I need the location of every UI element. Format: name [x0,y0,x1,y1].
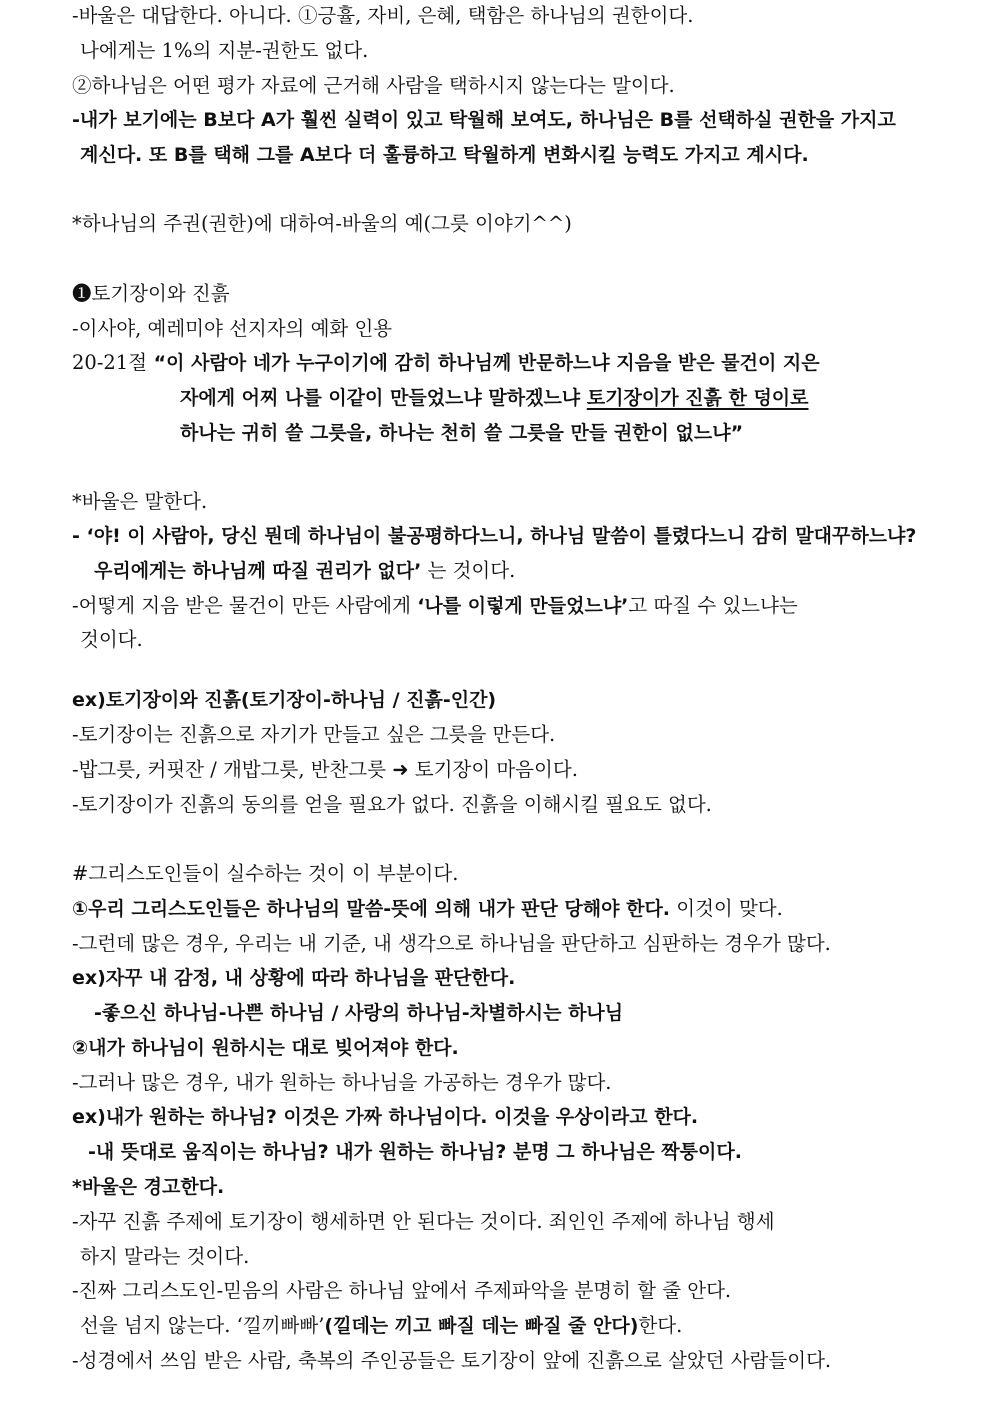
scripture-quote-line [180,419,922,449]
text-line [72,315,922,345]
line-text: ②하나님은 어떤 평가 자료에 근거해 사람을 택하시지 않는다는 말이다. [72,74,675,97]
heading-text: ex)토기장이와 진흙(토기장이-하나님 / 진흙-인간) [72,689,497,711]
line-text: ex)자꾸 내 감정, 내 상황에 따라 하나님을 판단한다. [72,967,516,989]
line-text: 나에게는 1%의 지분-권한도 없다. [80,39,369,62]
line-text: 한다. [638,1314,683,1337]
text-line [72,2,922,32]
text-line [72,1069,922,1099]
line-text: ②내가 하나님이 원하시는 대로 빚어져야 한다. [72,1037,459,1059]
bold-text: (낄데는 끼고 빠질 데는 빠질 줄 안다) [324,1315,639,1337]
text-line-bold [72,964,922,994]
line-text: 선을 넘지 않는다. ‘낄끼빠빠’ [80,1314,325,1337]
text-line-bold [72,1103,922,1133]
scripture-quote-line [72,349,922,379]
line-text: 것이다. [80,628,143,651]
line-text: - ‘야! 이 사람아, 당신 뭔데 하나님이 불공평하다느니, 하나님 말씀이 틀렸다느니 감히 말대꾸하느냐? [72,525,917,547]
heading-text: *바울은 말한다. [72,490,208,513]
bold-text: 우리에게는 하나님께 따질 권리가 없다’ [94,560,422,582]
section-heading [72,210,922,240]
line-text: -그러나 많은 경우, 내가 원하는 하나님을 가공하는 경우가 많다. [72,1071,612,1094]
text-line [94,557,944,587]
verse-reference: 20-21절 [72,351,148,374]
text-line [80,626,930,656]
line-text: 하지 말라는 것이다. [80,1245,250,1268]
heading-text: ❶토기장이와 진흙 [72,282,230,305]
text-line [72,721,922,751]
text-line [80,1243,930,1273]
text-line-bold [88,1138,938,1168]
text-line-bold [94,999,944,1029]
quote-text: 하나는 귀히 쓸 그릇을, 하나는 천히 쓸 그릇을 만들 권한이 없느냐” [180,422,744,444]
line-text: -성경에서 쓰임 받은 사람, 축복의 주인공들은 토기장이 앞에 진흙으로 살았던 사람들이다. [72,1349,832,1372]
text-line-bold [72,106,922,136]
line-text: 계신다. 또 B를 택해 그를 A보다 더 훌륭하고 탁월하게 변화시킬 능력도 가지고 계시다. [80,144,809,166]
section-heading [72,488,922,518]
text-line [72,895,922,925]
line-text: -내 뜻대로 움직이는 하나님? 내가 원하는 하나님? 분명 그 하나님은 짝퉁이다. [88,1141,742,1163]
line-text: 이것이 맞다. [670,897,783,920]
quote-text: “이 사람아 네가 누구이기에 감히 하나님께 반문하느냐 지음을 받은 물건이 지은 [147,352,820,374]
heading-text: *바울은 경고한다. [72,1176,225,1198]
text-line [72,1277,922,1307]
bold-text: ‘나를 이렇게 만들었느냐’ [417,595,629,617]
line-text: -내가 보기에는 B보다 A가 훨씬 실력이 있고 탁월해 보여도, 하나님은 B를 선택하실 권한을 가지고 [72,109,896,131]
text-line [80,37,930,67]
text-line [72,930,922,960]
line-text: 고 따질 수 있느냐는 [628,594,798,617]
line-text: -밥그릇, 커핏잔 / 개밥그릇, 반찬그릇 ➜ 토기장이 마음이다. [72,758,578,781]
text-line [72,1208,922,1238]
text-line [72,1347,922,1377]
text-line-bold [80,141,930,171]
text-line [72,756,922,786]
section-heading [72,1173,922,1203]
line-text: -좋으신 하나님-나쁜 하나님 / 사랑의 하나님-차별하시는 하나님 [94,1002,624,1024]
line-text: -이사야, 예레미야 선지자의 예화 인용 [72,317,393,340]
line-text: 는 것이다. [421,559,516,582]
line-text: -그런데 많은 경우, 우리는 내 기준, 내 생각으로 하나님을 판단하고 심판하는 경우가 많다. [72,932,831,955]
text-line [72,592,922,622]
text-line [72,791,922,821]
line-text: -토기장이는 진흙으로 자기가 만들고 싶은 그릇을 만든다. [72,723,556,746]
line-text: -바울은 대답한다. 아니다. ①긍휼, 자비, 은혜, 택함은 하나님의 권한이다. [72,4,694,27]
scripture-quote-line [180,384,922,414]
subsection-heading [72,280,922,310]
quote-underlined-text: 토기장이가 진흙 한 덩이로 [586,387,809,409]
line-text: ex)내가 원하는 하나님? 이것은 가짜 하나님이다. 이것을 우상이라고 한다. [72,1106,699,1128]
text-line [80,1312,930,1342]
example-heading [72,686,922,716]
line-text: -토기장이가 진흙의 동의를 얻을 필요가 없다. 진흙을 이해시킬 필요도 없다. [72,793,712,816]
heading-text: *하나님의 주권(권한)에 대하여-바울의 예(그릇 이야기^^) [72,212,572,235]
line-text: -어떻게 지음 받은 물건이 만든 사람에게 [72,594,418,617]
line-text: -진짜 그리스도인-믿음의 사람은 하나님 앞에서 주제파악을 분명히 할 줄 안다. [72,1279,732,1302]
heading-text: #그리스도인들이 실수하는 것이 이 부분이다. [72,862,459,885]
bold-text: ①우리 그리스도인들은 하나님의 말씀-뜻에 의해 내가 판단 당해야 한다. [72,898,671,920]
quote-text: 자에게 어찌 나를 이같이 만들었느냐 말하겠느냐 [180,387,587,409]
line-text: -자꾸 진흙 주제에 토기장이 행세하면 안 된다는 것이다. 죄인인 주제에 하나님 행세 [72,1210,775,1233]
text-line-bold [72,522,922,552]
section-heading [72,860,922,890]
text-line-bold [72,1034,922,1064]
text-line [72,72,922,102]
